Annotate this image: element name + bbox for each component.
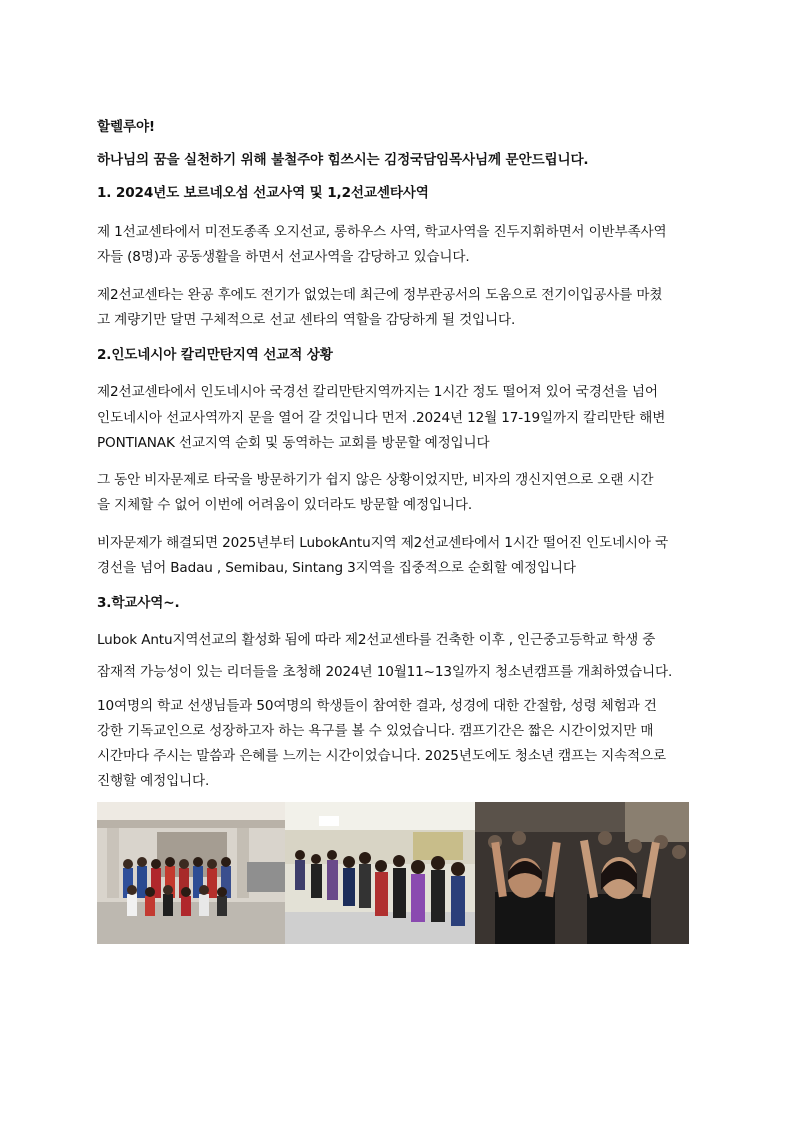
- section-1-paragraph-2-line-2: 고 계량기만 달면 구체적으로 선교 센타의 역할을 감당하게 될 것입니다.: [97, 312, 516, 328]
- group-photo: [97, 802, 285, 944]
- youth-worship-photo: [475, 802, 689, 944]
- section-3-paragraph-2-line-4: 진행할 예정입니다.: [97, 773, 210, 789]
- section-3-paragraph-2-line-1: 10여명의 학교 선생님들과 50여명의 학생들이 참여한 결과, 성경에 대한 간절함, 성령 체험과 건: [97, 698, 657, 714]
- greeting: 할렐루야!: [97, 119, 155, 135]
- section-3-paragraph-1-line-1: Lubok Antu지역선교의 활성화 됨에 따라 제2선교센타를 건축한 이후 , 인근중고등학교 학생 중: [97, 632, 656, 648]
- section-1-paragraph-2-line-1: 제2선교센타는 완공 후에도 전기가 없었는데 최근에 정부관공서의 도움으로 전기이입공사를 마쳤: [97, 287, 663, 303]
- section-2-paragraph-1-line-2: 인도네시아 선교사역까지 문을 열어 갈 것입니다 먼저 .2024년 12월 17-19일까지 칼리만탄 해변: [97, 410, 666, 426]
- section-2-paragraph-2-line-2: 을 지체할 수 없어 이번에 어려움이 있더라도 방문할 예정입니다.: [97, 497, 473, 513]
- section-3-heading: 3.학교사역~.: [97, 595, 180, 611]
- section-1-heading: 1. 2024년도 보르네오섬 선교사역 및 1,2선교센타사역: [97, 185, 429, 201]
- section-1-paragraph-1-line-2: 자들 (8명)과 공동생활을 하면서 선교사역을 감당하고 있습니다.: [97, 249, 470, 265]
- section-3-paragraph-2-line-3: 시간마다 주시는 말씀과 은혜를 느끼는 시간이었습니다. 2025년도에도 청소년 캠프는 지속적으로: [97, 748, 667, 764]
- section-2-paragraph-3-line-1: 비자문제가 해결되면 2025년부터 LubokAntu지역 제2선교센타에서 1시간 떨어진 인도네시아 국: [97, 535, 669, 551]
- salutation: 하나님의 꿈을 실천하기 위해 불철주야 힘쓰시는 김정국담임목사님께 문안드립니다.: [97, 152, 589, 168]
- section-2-paragraph-2-line-1: 그 동안 비자문제로 타국을 방문하기가 쉽지 않은 상황이었지만, 비자의 갱신지연으로 오랜 시간: [97, 472, 654, 488]
- section-2-paragraph-1-line-1: 제2선교센타에서 인도네시아 국경선 칼리만탄지역까지는 1시간 정도 떨어져 있어 국경선을 넘어: [97, 384, 658, 400]
- section-1-paragraph-1-line-1: 제 1선교센타에서 미전도종족 오지선교, 롱하우스 사역, 학교사역을 진두지휘하면서 이반부족사역: [97, 224, 667, 240]
- section-3-paragraph-1-line-2: 잠재적 가능성이 있는 리더들을 초청해 2024년 10월11~13일까지 청소년캠프를 개최하였습니다.: [97, 664, 673, 680]
- section-2-heading: 2.인도네시아 칼리만탄지역 선교적 상황: [97, 347, 333, 363]
- section-3-paragraph-2-line-2: 강한 기독교인으로 성장하고자 하는 욕구를 볼 수 있었습니다. 캠프기간은 짧은 시간이었지만 매: [97, 723, 654, 739]
- photo-strip: [97, 802, 689, 944]
- section-2-paragraph-1-line-3: PONTIANAK 선교지역 순회 및 동역하는 교회를 방문할 예정입니다: [97, 435, 490, 451]
- section-2-paragraph-3-line-2: 경선을 넘어 Badau , Semibau, Sintang 3지역을 집중적으로 순회할 예정입니다: [97, 560, 576, 576]
- students-in-hall-photo: [285, 802, 475, 944]
